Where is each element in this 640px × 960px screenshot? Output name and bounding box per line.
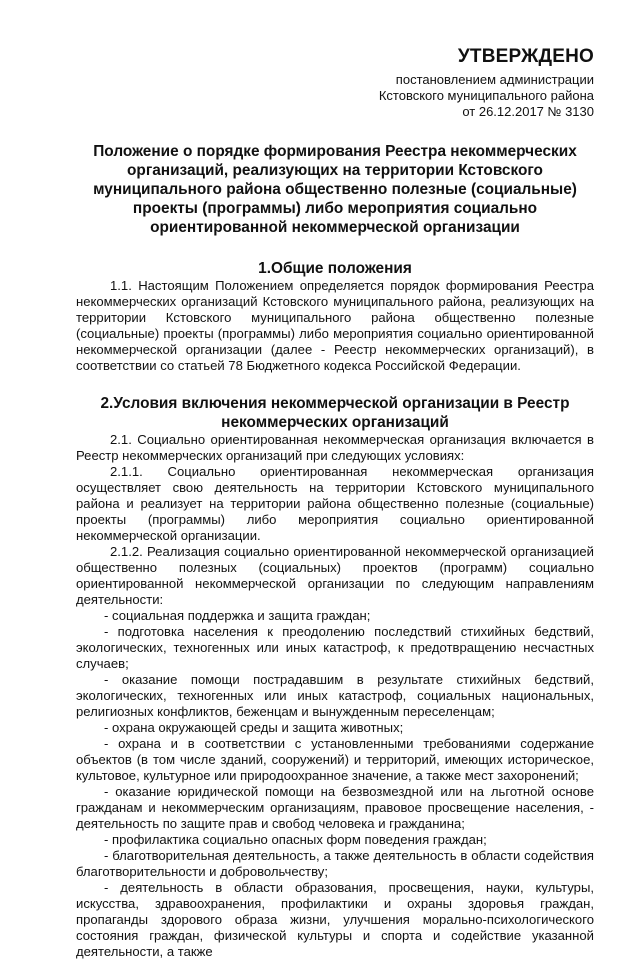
list-item: - благотворительная деятельность, а также деятельность в области содействия благотворительности и добровольчеству; [76, 848, 594, 879]
section-1-title: 1.Общие положения [258, 260, 412, 277]
list-item: - оказание помощи пострадавшим в результате стихийных бедствий, экологических, техногенных или иных катастроф, социальных национальных, религиозных конфликтов, беженцам и вынужденным переселенцам; [76, 672, 594, 719]
approval-block [76, 46, 594, 120]
approval-title: УТВЕРЖДЕНО [457, 46, 594, 67]
approval-line-3: от 26.12.2017 № 3130 [462, 104, 594, 119]
paragraph-2-1-1: 2.1.1. Социально ориентированная некоммерческая организация осуществляет свою деятельность на территории Кстовского муниципального района и реализует на территории района общественно полезные (социальные) проекты (программы) либо мероприятия социально ориентированной некоммерческой организации. [76, 464, 594, 543]
paragraph-2-1: 2.1. Социально ориентированная некоммерческая организация включается в Реестр некоммерческих организаций при следующих условиях: [76, 432, 594, 463]
section-2-title: 2.Условия включения некоммерческой организации в Реестр некоммерческих организаций [100, 395, 570, 431]
list-item: - профилактика социально опасных форм поведения граждан; [104, 832, 487, 847]
paragraph-1-1: 1.1. Настоящим Положением определяется порядок формирования Реестра некоммерческих организаций Кстовского муниципального района, реализующих на территории Кстовского муниципального района общественно полезные (социальные) проекты (программы) либо мероприятия социально ориентированной некоммерческой организации (далее - Реестр некоммерческих организаций), в соответствии со статьей 78 Бюджетного кодекса Российской Федерации. [76, 278, 594, 373]
list-item: - социальная поддержка и защита граждан; [104, 608, 371, 623]
approval-line-2: Кстовского муниципального района [378, 88, 594, 103]
list-item: - оказание юридической помощи на безвозмездной или на льготной основе гражданам и некоммерческим организациям, правовое просвещение населения, - деятельность по защите прав и свобод человека и гражданина; [76, 784, 594, 831]
list-item: - деятельность в области образования, просвещения, науки, культуры, искусства, здравоохранения, профилактики и охраны здоровья граждан, пропаганды здорового образа жизни, улучшения морально-психологического состояния граждан, физической культуры и спорта и содействие указанной деятельности, а также [76, 880, 594, 959]
list-item: - охрана и в соответствии с установленными требованиями содержание объектов (в том числе зданий, сооружений) и территорий, имеющих историческое, культовое, культурное или природоохранное значение, а также мест захоронений; [76, 736, 594, 783]
list-item: - охрана окружающей среды и защита животных; [104, 720, 404, 735]
document-title: Положение о порядке формирования Реестра некоммерческих организаций, реализующих на территории Кстовского муниципального района общественно полезные (социальные) проекты (программы) либо мероприятия социально ориентированной некоммерческой организации [93, 143, 577, 236]
approval-line-1: постановлением администрации [395, 72, 594, 87]
list-item: - подготовка населения к преодолению последствий стихийных бедствий, экологических, техногенных или иных катастроф, к предотвращению несчастных случаев; [76, 624, 594, 671]
paragraph-2-1-2: 2.1.2. Реализация социально ориентированной некоммерческой организацией общественно полезных (социальных) проектов (программ) социально ориентированной некоммерческой организации по следующим направлениям деятельности: [76, 544, 594, 607]
